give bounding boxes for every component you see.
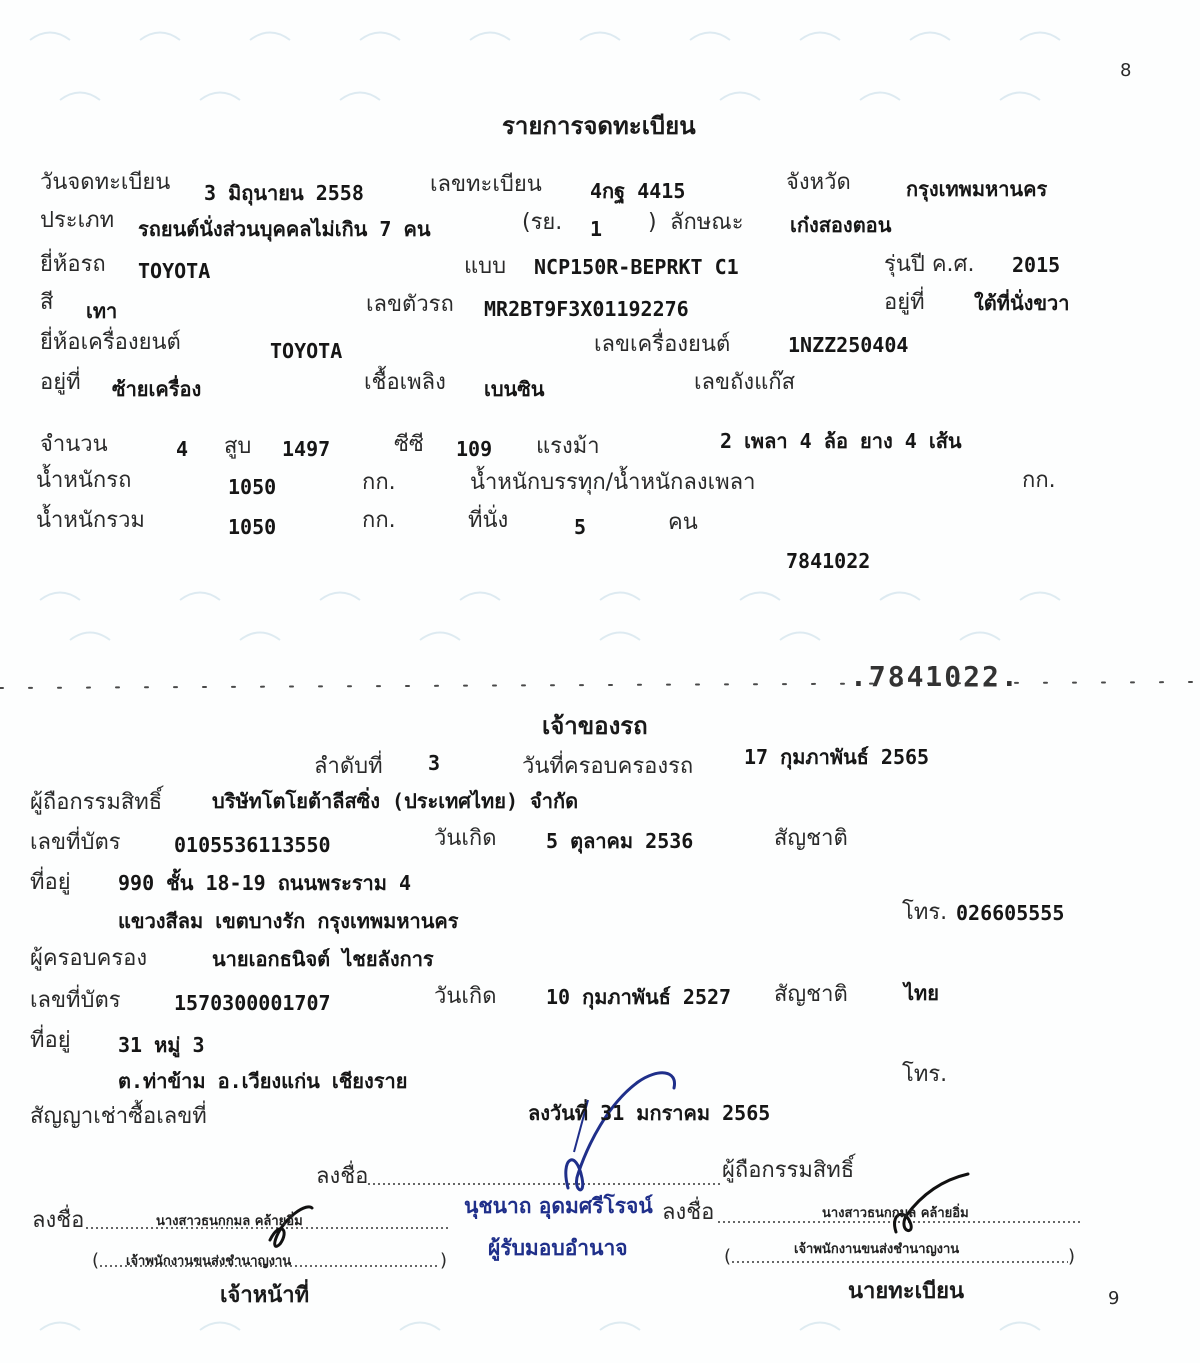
reg-date-label: วันจดทะเบียน — [40, 170, 171, 195]
possessor-id-value: 1570300001707 — [174, 991, 331, 1015]
holder-value: บริษัทโตโยต้าลีสซิ่ง (ประเทศไทย) จำกัด — [212, 789, 579, 813]
registration-heading: รายการจดทะเบียน — [502, 112, 696, 140]
plate-value: 4กฐ 4415 — [590, 179, 686, 203]
chassis-value: MR2BT9F3X01192276 — [484, 297, 689, 321]
body-value: เก๋งสองตอน — [790, 213, 892, 237]
weight-label: น้ำหนักรถ — [36, 468, 132, 493]
holder-id-label: เลขที่บัตร — [30, 830, 121, 855]
possessor-nationality-value: ไทย — [904, 981, 939, 1005]
officer-title: เจ้าหน้าที่ — [220, 1283, 310, 1308]
model-value: NCP150R-BEPRKT C1 — [534, 255, 739, 279]
ry-close: ) — [648, 210, 657, 235]
possessor-dob-label: วันเกิด — [434, 984, 497, 1009]
qty-value: 4 — [176, 437, 189, 461]
registrar-signature — [895, 1174, 968, 1232]
year-label: รุ่นปี ค.ศ. — [884, 252, 975, 277]
perforation-line — [0, 682, 1200, 688]
holder-address-line1: 990 ชั้น 18-19 ถนนพระราม 4 — [118, 871, 412, 895]
chassis-location-label: อยู่ที่ — [884, 290, 925, 315]
registrar-name: นางสาวธนกกมล คล้ายอิ่ม — [822, 1206, 969, 1221]
gross-unit: กก. — [362, 508, 396, 533]
possession-date-value: 17 กุมภาพันธ์ 2565 — [744, 745, 930, 769]
plate-label: เลขทะเบียน — [430, 172, 542, 197]
officer-position: เจ้าพนักงานขนส่งชำนาญงาน — [126, 1254, 292, 1269]
cc-label: ซีซี — [394, 432, 424, 457]
fuel-label: เชื้อเพลิง — [364, 370, 446, 395]
holder-sign-suffix: ผู้ถือกรรมสิทธิ์ — [722, 1158, 855, 1183]
weight-value: 1050 — [228, 475, 277, 499]
holder-dob-label: วันเกิด — [434, 826, 497, 851]
province-value: กรุงเทพมหานคร — [906, 177, 1048, 201]
cc-value: 1497 — [282, 437, 331, 461]
seq-label: ลำดับที่ — [314, 754, 383, 779]
page-number-top: 8 — [1120, 60, 1132, 81]
possession-date-label: วันที่ครอบครองรถ — [522, 754, 694, 779]
officer-paren-close: ) — [440, 1250, 448, 1271]
contract-label: สัญญาเช่าซื้อเลขที่ — [30, 1104, 207, 1129]
authorized-stamp-name: นุชนาถ อุดมศรีโรจน์ — [464, 1194, 653, 1218]
seq-value: 3 — [428, 751, 441, 775]
possessor-phone-label: โทร. — [902, 1062, 948, 1087]
weight-unit: กก. — [362, 470, 396, 495]
engine-location-value: ซ้ายเครื่อง — [112, 377, 202, 401]
officer-sign-label: ลงชื่อ — [32, 1208, 85, 1233]
registrar-position: เจ้าพนักงานขนส่งชำนาญงาน — [794, 1242, 960, 1257]
chassis-location-value: ใต้ที่นั่งขวา — [974, 291, 1070, 315]
qty-label: จำนวน — [40, 432, 108, 457]
possessor-dob-value: 10 กุมภาพันธ์ 2527 — [546, 985, 732, 1009]
axles-value: 2 เพลา 4 ล้อ ยาง 4 เส้น — [720, 429, 962, 453]
gross-label: น้ำหนักรวม — [36, 508, 145, 533]
officer-paren-open: ( — [92, 1250, 100, 1271]
person-label: คน — [668, 510, 698, 535]
brand-label: ยี่ห้อรถ — [40, 252, 106, 277]
fuel-value: เบนซิน — [484, 377, 545, 401]
signed-date: ลงวันที่ 31 มกราคม 2565 — [528, 1101, 771, 1125]
color-value: เทา — [86, 299, 118, 323]
gross-value: 1050 — [228, 515, 277, 539]
engine-location-label: อยู่ที่ — [40, 370, 81, 395]
holder-phone-label: โทร. — [902, 900, 948, 925]
gas-tank-label: เลขถังแก๊ส — [694, 370, 796, 395]
seats-value: 5 — [574, 515, 587, 539]
year-value: 2015 — [1012, 253, 1061, 277]
holder-dob-value: 5 ตุลาคม 2536 — [546, 829, 694, 853]
registrar-paren-open: ( — [724, 1246, 732, 1267]
hp-label: แรงม้า — [536, 434, 600, 459]
possessor-nationality-label: สัญชาติ — [774, 982, 848, 1007]
cylinder-label: สูบ — [224, 434, 252, 459]
authorized-stamp-role: ผู้รับมอบอำนาจ — [488, 1236, 628, 1260]
holder-sign-label: ลงชื่อ — [316, 1164, 369, 1189]
holder-id-value: 0105536113550 — [174, 833, 331, 857]
page-number-bottom: 9 — [1108, 1288, 1120, 1309]
registrar-paren-close: ) — [1068, 1246, 1076, 1267]
book-number-perforated: .7841022. — [850, 660, 1020, 693]
registrar-title: นายทะเบียน — [848, 1279, 965, 1304]
load-unit: กก. — [1022, 468, 1056, 493]
hp-value: 109 — [456, 437, 493, 461]
body-label: ลักษณะ — [670, 210, 744, 235]
holder-label: ผู้ถือกรรมสิทธิ์ — [30, 790, 163, 815]
possessor-address-label: ที่อยู่ — [30, 1028, 71, 1053]
seats-label: ที่นั่ง — [468, 508, 509, 533]
holder-signature — [566, 1073, 675, 1190]
brand-value: TOYOTA — [138, 259, 211, 283]
chassis-label: เลขตัวรถ — [366, 292, 454, 317]
possessor-address-line2: ต.ท่าข้าม อ.เวียงแก่น เชียงราย — [118, 1069, 408, 1093]
possessor-label: ผู้ครอบครอง — [30, 946, 148, 971]
possessor-address-line1: 31 หมู่ 3 — [118, 1033, 205, 1057]
holder-phone-value: 026605555 — [956, 901, 1065, 925]
reg-date-value: 3 มิถุนายน 2558 — [204, 181, 364, 205]
registrar-sign-label: ลงชื่อ — [662, 1200, 715, 1225]
engine-no-value: 1NZZ250404 — [788, 333, 909, 357]
possessor-value: นายเอกธนิจต์ ไชยลังการ — [212, 947, 434, 971]
model-label: แบบ — [464, 254, 507, 279]
engine-brand-value: TOYOTA — [270, 339, 343, 363]
ry-open: (รย. — [522, 210, 563, 235]
book-number: 7841022 — [786, 549, 871, 573]
color-label: สี — [40, 290, 54, 315]
type-label: ประเภท — [40, 208, 115, 233]
ry-number: 1 — [590, 217, 603, 241]
holder-address-label: ที่อยู่ — [30, 870, 71, 895]
officer-name: นางสาวธนกกมล คล้ายอิ่ม — [156, 1214, 303, 1229]
engine-no-label: เลขเครื่องยนต์ — [594, 332, 731, 357]
engine-brand-label: ยี่ห้อเครื่องยนต์ — [40, 330, 181, 355]
holder-address-line2: แขวงสีลม เขตบางรัก กรุงเทพมหานคร — [118, 909, 459, 933]
owner-heading: เจ้าของรถ — [542, 712, 648, 740]
possessor-id-label: เลขที่บัตร — [30, 988, 121, 1013]
province-label: จังหวัด — [786, 170, 851, 195]
holder-nationality-label: สัญชาติ — [774, 826, 848, 851]
load-label: น้ำหนักบรรทุก/น้ำหนักลงเพลา — [470, 470, 756, 495]
type-value: รถยนต์นั่งส่วนบุคคลไม่เกิน 7 คน — [138, 217, 431, 241]
